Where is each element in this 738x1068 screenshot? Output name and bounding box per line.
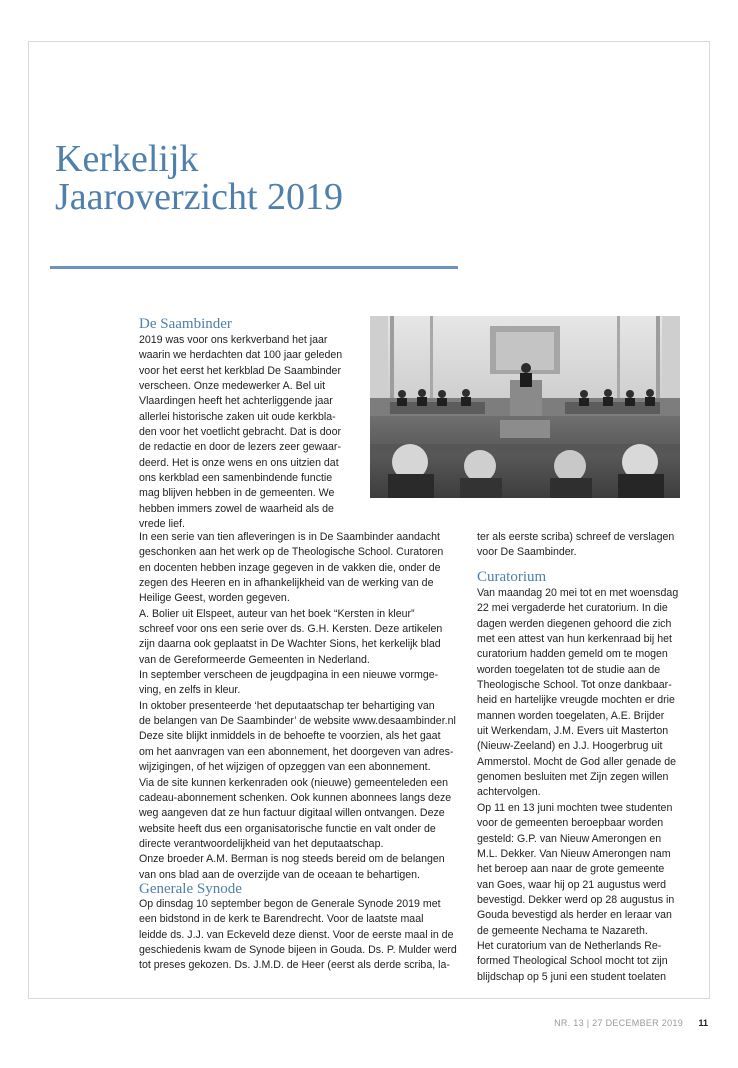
- text-line: allerlei historische zaken uit oude kerkbla-: [139, 410, 336, 423]
- text-line: van de Gereformeerde Gemeenten in Nederland.: [139, 653, 370, 666]
- text-line: geschonken aan het werk op de Theologische School. Curatoren: [139, 546, 444, 559]
- text-line: Theologische School. Tot onze dankbaar-: [477, 679, 672, 692]
- synod-photo: [370, 316, 680, 498]
- footer-page-number: 11: [698, 1018, 708, 1028]
- text-line: mag blijven hebben in de gemeenten. We: [139, 487, 335, 500]
- text-line: Vlaardingen heeft het achterliggende jaar: [139, 395, 333, 408]
- text-line: genomen besluiten met Zijn zegen willen: [477, 771, 669, 784]
- page-title-line-1: Kerkelijk: [55, 138, 199, 180]
- text-line: M.L. Dekker. Van Nieuw Amerongen nam: [477, 847, 671, 860]
- text-line: In oktober presenteerde ‘het deputaatschap ter behartiging van: [139, 699, 435, 712]
- text-line: zegen des Heeren en in afhankelijkheid van de werking van de: [139, 577, 434, 590]
- text-line: Het curatorium van de Netherlands Re-: [477, 939, 662, 952]
- text-line: met een attest van hun kerkenraad bij het: [477, 633, 672, 646]
- text-line: Via de site kunnen kerkenraden ook (nieuwe) gemeenteleden een: [139, 776, 449, 789]
- page-title-line-2: Jaaroverzicht 2019: [55, 176, 344, 218]
- text-line: 2019 was voor ons kerkverband het jaar: [139, 334, 328, 346]
- text-line: leidde ds. J.J. van Eckeveld deze dienst. Voor de eerste maal in de: [139, 928, 454, 941]
- heading-saambinder: De Saambinder: [139, 316, 232, 332]
- page-title: [55, 140, 475, 216]
- synode-continuation: [477, 530, 707, 561]
- text-line: In een serie van tien afleveringen is in De Saambinder aandacht: [139, 531, 440, 543]
- text-line: (Nieuw-Zeeland) en J.J. Hoogerbrug uit: [477, 740, 663, 753]
- text-line: Ammerstol. Mocht de God aller genade de: [477, 755, 677, 768]
- text-line: wijzigingen, of het wijzigen of opzeggen van een abonnement.: [139, 761, 431, 774]
- text-line: directe verantwoordelijkheid van het deputaatschap.: [139, 837, 384, 850]
- text-line: om het aanvragen van een abonnement, het doorgeven van adres-: [139, 745, 454, 758]
- text-line: een bidstond in de kerk te Barendrecht. Voor de laatste maal: [139, 913, 424, 926]
- text-line: achtervolgen.: [477, 786, 541, 799]
- text-line: Op 11 en 13 juni mochten twee studenten: [477, 801, 673, 814]
- text-line: mannen worden toegelaten, A.E. Brijder: [477, 709, 665, 722]
- text-line: Gouda bevestigd als herder en leraar van: [477, 909, 672, 922]
- text-line: de belangen van De Saambinder’ de website www.desaambinder.nl: [139, 715, 456, 728]
- text-line: voor het eerst het kerkblad De Saambinder: [139, 364, 341, 377]
- curatorium-body: [477, 586, 707, 985]
- text-line: den voor het voetlicht gebracht. Dat is door: [139, 426, 341, 439]
- text-line: formed Theological School mocht tot zijn: [477, 955, 668, 968]
- text-line: hebben immers zowel de waarheid als de: [139, 502, 334, 515]
- text-line: bevestigd. Dekker werd op 28 augustus in: [477, 893, 675, 906]
- text-line: 22 mei vergaderde het curatorium. In die: [477, 602, 668, 615]
- text-line: vrede lief.: [139, 518, 185, 531]
- text-line: van Goes, waar hij op 21 augustus werd: [477, 878, 667, 891]
- text-line: Heilige Geest, worden gegeven.: [139, 592, 290, 605]
- text-line: de gemeente Nechama te Nazareth.: [477, 924, 648, 937]
- text-line: de redactie en door de lezers zeer gewaar-: [139, 441, 341, 454]
- text-line: ter als eerste scriba) schreef de verslagen: [477, 531, 675, 543]
- text-line: Op dinsdag 10 september begon de Generale Synode 2019 met: [139, 898, 441, 910]
- text-line: schreef voor ons een serie over ds. G.H. Kersten. Deze artikelen: [139, 623, 443, 636]
- text-line: van ons blad aan de overzijde van de oceaan te behartigen.: [139, 868, 420, 881]
- text-line: heid en hartelijke vreugde mochten er drie: [477, 694, 675, 707]
- saambinder-body: [139, 530, 469, 883]
- text-line: verscheen. Onze medewerker A. Bel uit: [139, 380, 326, 393]
- heading-generale-synode: Generale Synode: [139, 881, 242, 897]
- text-line: ving, en zelfs in kleur.: [139, 684, 241, 697]
- title-rule: [50, 266, 458, 269]
- synod-photo-illustration: [370, 316, 680, 498]
- text-line: cadeau-abonnement schenken. Ook kunnen abonnees langs deze: [139, 791, 452, 804]
- page-footer: [0, 1018, 738, 1032]
- text-line: In september verscheen de jeugdpagina in een nieuwe vormge-: [139, 669, 439, 682]
- text-line: waarin we herdachten dat 100 jaar geleden: [139, 349, 343, 362]
- heading-curatorium: Curatorium: [477, 569, 547, 585]
- text-line: zijn daarna ook geplaatst in De Wachter Sions, het kerkelijk blad: [139, 638, 441, 651]
- text-line: en docenten hebben inzage gegeven in de vakken die, onder de: [139, 561, 441, 574]
- text-line: tot preses gekozen. Ds. J.M.D. de Heer (eerst als derde scriba, la-: [139, 959, 450, 972]
- text-line: dagen werden diegenen gehoord die zich: [477, 617, 672, 630]
- text-line: gesteld: G.P. van Nieuw Amerongen en: [477, 832, 662, 845]
- text-line: worden toegelaten tot de studie aan de: [477, 663, 661, 676]
- footer-issue: NR. 13 | 27 DECEMBER 2019: [554, 1018, 683, 1028]
- text-line: weg aangeven dat ze hun factuur digitaal willen ontvangen. Deze: [139, 807, 445, 820]
- text-line: curatorium hadden gemeld om te mogen: [477, 648, 668, 661]
- text-line: uit Werkendam, J.M. Evers uit Masterton: [477, 725, 669, 738]
- text-line: Van maandag 20 mei tot en met woensdag: [477, 587, 679, 599]
- text-line: A. Bolier uit Elspeet, auteur van het boek “Kersten in kleur”: [139, 607, 415, 620]
- text-line: ons kerkblad een samenbindende functie: [139, 472, 333, 485]
- text-line: deerd. Het is onze wens en ons uitzien dat: [139, 456, 339, 469]
- text-line: blijdschap op 5 juni een student toelaten: [477, 970, 667, 983]
- text-line: voor De Saambinder.: [477, 546, 577, 559]
- text-line: geschiedenis kwam de Synode bijeen in Gouda. Ds. P. Mulder werd: [139, 944, 457, 957]
- saambinder-intro: [139, 333, 369, 532]
- text-line: website heeft dus een organisatorische functie en valt onder de: [139, 822, 436, 835]
- text-line: Onze broeder A.M. Berman is nog steeds bereid om de belangen: [139, 853, 445, 866]
- text-line: het beroep aan naar de grote gemeente: [477, 863, 665, 876]
- synode-body: [139, 897, 469, 974]
- text-line: Deze site blijkt inmiddels in de behoefte te voorzien, als het gaat: [139, 730, 441, 743]
- text-line: voor de gemeenten beroepbaar worden: [477, 817, 664, 830]
